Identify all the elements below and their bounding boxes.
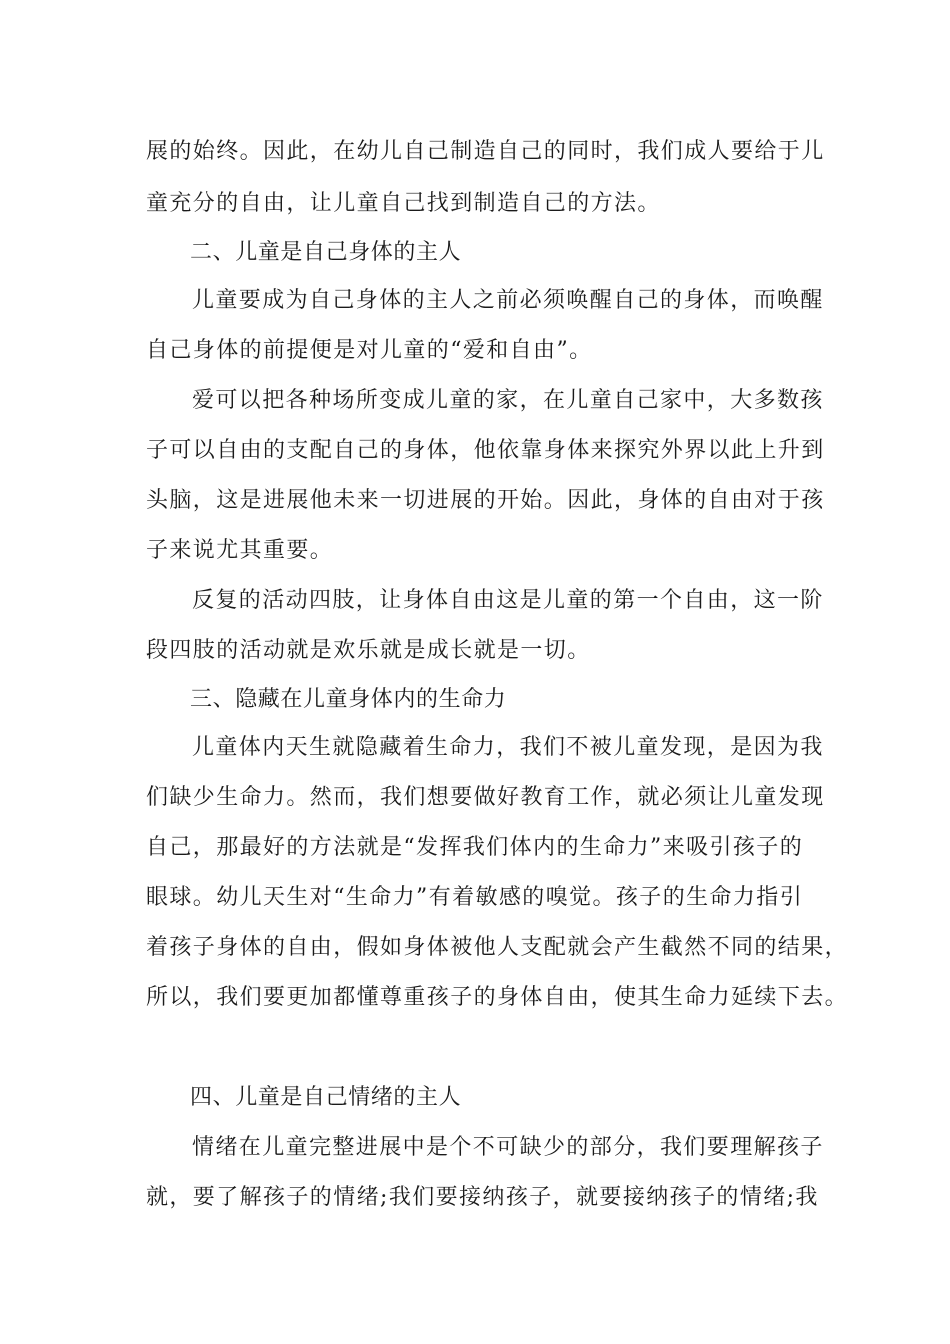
paragraph-line: 自己，那最好的方法就是“发挥我们体内的生命力”来吸引孩子的 <box>146 835 804 860</box>
section-heading: 四、儿童是自己情绪的主人 <box>190 1085 462 1110</box>
paragraph-line: 儿童体内天生就隐藏着生命力，我们不被儿童发现，是因为我 <box>192 735 824 760</box>
paragraph-line: 就，要了解孩子的情绪;我们要接纳孩子，就要接纳孩子的情绪;我 <box>146 1185 819 1210</box>
paragraph-line: 反复的活动四肢，让身体自由这是儿童的第一个自由，这一阶 <box>192 588 824 613</box>
section-heading: 三、隐藏在儿童身体内的生命力 <box>190 687 507 712</box>
paragraph-line: 爱可以把各种场所变成儿童的家，在儿童自己家中，大多数孩 <box>192 388 824 413</box>
paragraph-line: 段四肢的活动就是欢乐就是成长就是一切。 <box>146 638 591 663</box>
paragraph-line: 头脑，这是进展他未来一切进展的开始。因此，身体的自由对于孩 <box>146 488 825 513</box>
paragraph-line: 子来说尤其重要。 <box>146 538 334 563</box>
paragraph-line: 儿童要成为自己身体的主人之前必须唤醒自己的身体，而唤醒 <box>192 288 824 313</box>
paragraph-line: 童充分的自由，让儿童自己找到制造自己的方法。 <box>146 191 661 216</box>
section-heading: 二、儿童是自己身体的主人 <box>190 240 462 265</box>
paragraph-line: 情绪在儿童完整进展中是个不可缺少的部分，我们要理解孩子 <box>192 1135 824 1160</box>
paragraph-line: 眼球。幼儿天生对“生命力”有着敏感的嗅觉。孩子的生命力指引 <box>146 885 804 910</box>
paragraph-line: 着孩子身体的自由，假如身体被他人支配就会产生截然不同的结果， <box>146 935 849 960</box>
paragraph-line: 自己身体的前提便是对儿童的“爱和自由”。 <box>146 338 593 363</box>
paragraph-line: 们缺少生命力。然而，我们想要做好教育工作，就必须让儿童发现 <box>146 785 825 810</box>
paragraph-line: 所以，我们要更加都懂尊重孩子的身体自由，使其生命力延续下去。 <box>146 985 849 1010</box>
paragraph-line: 展的始终。因此，在幼儿自己制造自己的同时，我们成人要给于儿 <box>146 139 825 164</box>
paragraph-line: 子可以自由的支配自己的身体，他依靠身体来探究外界以此上升到 <box>146 438 825 463</box>
